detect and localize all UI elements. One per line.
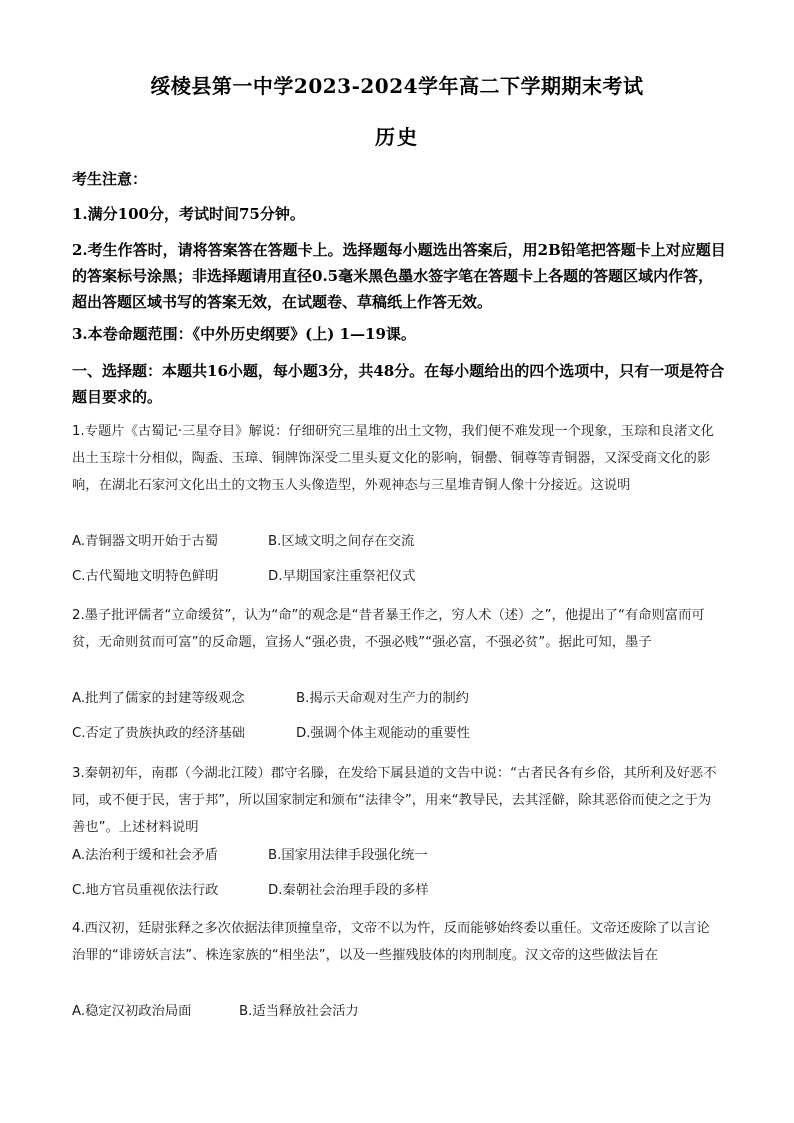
question-2-option-a: A.批判了儒家的封建等级观念 bbox=[72, 691, 245, 706]
notice-item-2: 2.考生作答时，请将答案答在答题卡上。选择题每小题选出答案后，用2B铅笔把答题卡上对应题目的答案标号涂黑；非选择题请用直径0.5毫米黑色墨水签字笔在答题卡上各题的答题区域内作答，超出答题区域书写的答案无效，在试题卷、草稿纸上作答无效。 bbox=[72, 241, 726, 311]
exam-title: 绥棱县第一中学2023-2024学年高二下学期期末考试 bbox=[150, 74, 644, 98]
question-4-stem: 4.西汉初，廷尉张释之多次依据法律顶撞皇帝，文帝不以为忤，反而能够始终委以重任。文帝还废除了以言论治罪的“诽谤妖言法”、株连家族的“相坐法”，以及一些摧残肢体的肉刑制度。汉文帝的这些做法旨在 bbox=[72, 921, 710, 963]
notice-heading: 考生注意： bbox=[72, 170, 148, 188]
question-2-option-c: C.否定了贵族执政的经济基础 bbox=[72, 726, 246, 741]
question-1-stem: 1.专题片《古蜀记·三星夺目》解说：仔细研究三星堆的出土文物，我们便不难发现一个现象，玉琮和良渚文化出土玉琮十分相似，陶盉、玉璋、铜牌饰深受二里头夏文化的影响，铜罍、铜尊等青铜器，又深受商文化的影响，在湖北石家河文化出土的文物玉人头像造型，外观神态与三星堆青铜人像十分接近。这说明 bbox=[72, 424, 714, 493]
question-1-option-d: D.早期国家注重祭祀仪式 bbox=[268, 569, 416, 584]
question-2-option-b: B.揭示天命观对生产力的制约 bbox=[296, 691, 469, 706]
question-3-option-a: A.法治利于缓和社会矛盾 bbox=[72, 848, 219, 863]
question-3-option-c: C.地方官员重视依法行政 bbox=[72, 883, 219, 898]
question-3-stem: 3.秦朝初年，南郡（今湖北江陵）郡守名滕，在发给下属县道的文告中说：“古者民各有乡俗，其所利及好恶不同，或不便于民，害于邦”，所以国家制定和颁布“法律令”，用来“教导民，去其淫僻，除其恶俗而使之之于为善也”。上述材料说明 bbox=[72, 766, 717, 835]
exam-subject: 历史 bbox=[375, 125, 419, 149]
notice-item-1: 1.满分100分，考试时间75分钟。 bbox=[72, 205, 305, 223]
section-heading: 一、选择题：本题共16小题，每小题3分，共48分。在每小题给出的四个选项中，只有一项是符合题目要求的。 bbox=[72, 362, 725, 406]
question-3-option-d: D.秦朝社会治理手段的多样 bbox=[268, 883, 429, 898]
notice-item-3: 3.本卷命题范围：《中外历史纲要》(上) 1—19课。 bbox=[72, 325, 416, 343]
question-2-option-d: D.强调个体主观能动的重要性 bbox=[296, 726, 471, 741]
question-4-option-a: A.稳定汉初政治局面 bbox=[72, 1004, 192, 1019]
question-1-option-b: B.区域文明之间存在交流 bbox=[268, 534, 415, 549]
question-3-option-b: B.国家用法律手段强化统一 bbox=[268, 848, 428, 863]
question-4-option-b: B.适当释放社会活力 bbox=[239, 1004, 359, 1019]
question-1-option-a: A.青铜器文明开始于古蜀 bbox=[72, 534, 219, 549]
question-1-option-c: C.古代蜀地文明特色鲜明 bbox=[72, 569, 219, 584]
question-2-stem: 2.墨子批评儒者“立命缓贫”，认为“命”的观念是“昔者暴王作之，穷人术（述）之”，他提出了“有命则富而可贫，无命则贫而可富”的反命题，宣扬人“强必贵，不强必贱”“强必富，不强必贫”。据此可知，墨子 bbox=[72, 608, 705, 650]
